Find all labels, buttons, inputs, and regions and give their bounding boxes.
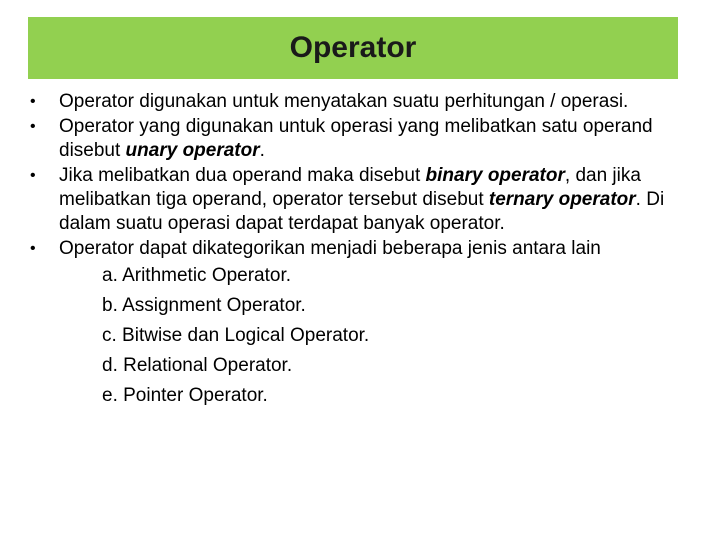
page-title: Operator	[289, 31, 417, 64]
bullet-icon: •	[30, 240, 36, 257]
bullet-icon: •	[30, 118, 36, 135]
bullet-item	[28, 90, 693, 114]
bullet-list	[28, 90, 693, 414]
term-unary: unary operator	[125, 140, 260, 161]
bullet-item	[28, 237, 693, 408]
bullet-item	[28, 164, 693, 236]
category-item: c. Bitwise dan Logical Operator.	[102, 325, 370, 346]
bullet-text: Operator dapat dikategorikan menjadi beberapa jenis antara lain	[59, 238, 601, 259]
category-list	[59, 264, 693, 408]
term-binary: binary operator	[425, 165, 565, 186]
bullet-text-mid: , dan jika melibatkan tiga operand, operator tersebut disebut	[59, 165, 641, 210]
bullet-text-post: . Di dalam suatu operasi dapat terdapat banyak operator.	[59, 189, 665, 234]
category-item: b. Assignment Operator.	[102, 295, 306, 316]
bullet-text-post: .	[259, 140, 265, 161]
category-item: a. Arithmetic Operator.	[102, 265, 292, 286]
title-bar	[28, 17, 678, 79]
bullet-text-pre: Operator yang digunakan untuk operasi yang melibatkan satu operand disebut	[59, 116, 653, 161]
category-item: d. Relational Operator.	[102, 355, 293, 376]
bullet-icon: •	[30, 167, 36, 184]
category-item: e. Pointer Operator.	[102, 385, 268, 406]
bullet-text: Operator digunakan untuk menyatakan suatu perhitungan / operasi.	[59, 91, 629, 112]
term-ternary: ternary operator	[488, 189, 636, 210]
bullet-item	[28, 115, 693, 163]
bullet-icon: •	[30, 93, 36, 110]
bullet-text-pre: Jika melibatkan dua operand maka disebut	[59, 165, 426, 186]
